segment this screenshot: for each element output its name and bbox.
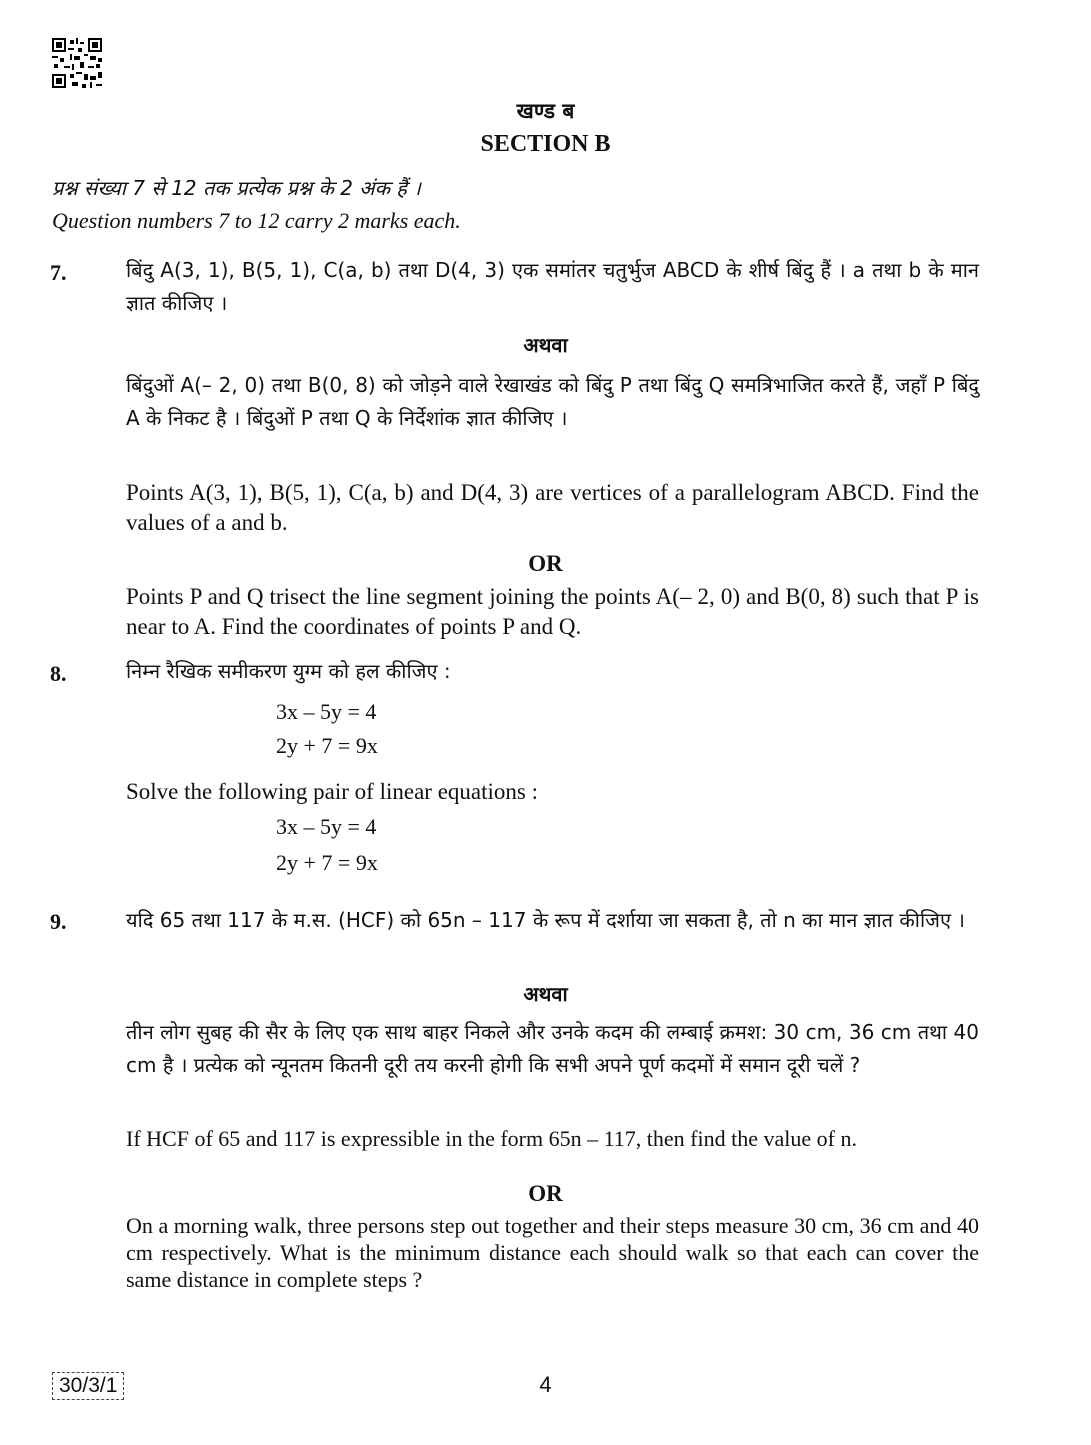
question-8-equation-4: 2y + 7 = 9x: [276, 850, 378, 875]
question-7-alt-english: Points P and Q trisect the line segment joining the points A(– 2, 0) and B(0, 8) such that P is near to A. Find the coordinates of points P and Q.: [126, 584, 979, 639]
question-9-or-english: OR: [528, 1181, 563, 1206]
question-9-or-hindi: अथवा: [523, 982, 568, 1006]
instruction-hindi: प्रश्न संख्या 7 से 12 तक प्रत्येक प्रश्न के 2 अंक हैं ।: [52, 176, 421, 200]
question-9-number: 9.: [50, 909, 67, 934]
question-7-english: Points A(3, 1), B(5, 1), C(a, b) and D(4, 3) are vertices of a parallelogram ABCD. Find the values of a and b.: [126, 480, 979, 535]
question-9-hindi: यदि 65 तथा 117 के म.स. (HCF) को 65n – 117 के रूप में दर्शाया जा सकता है, तो n का मान ज्ञात कीजिए ।: [126, 908, 965, 932]
question-9-english: If HCF of 65 and 117 is expressible in the form 65n – 117, then find the value of n.: [126, 1126, 857, 1151]
question-7-alt-hindi: बिंदुओं A(– 2, 0) तथा B(0, 8) को जोड़ने वाले रेखाखंड को बिंदु P तथा बिंदु Q समत्रिभाजित करते हैं, जहाँ P बिंदु A के निकट है । बिंदुओं P तथा Q के निर्देशांक ज्ञात कीजिए ।: [126, 373, 979, 430]
instruction-english: Question numbers 7 to 12 carry 2 marks each.: [52, 208, 461, 233]
question-8-equation-3: 3x – 5y = 4: [276, 814, 377, 839]
question-7-number: 7.: [50, 260, 67, 285]
question-8-number: 8.: [50, 661, 67, 686]
question-7-hindi: बिंदु A(3, 1), B(5, 1), C(a, b) तथा D(4, 3) एक समांतर चतुर्भुज ABCD के शीर्ष बिंदु हैं । a तथा b के मान ज्ञात कीजिए ।: [126, 258, 979, 315]
question-7-or-hindi: अथवा: [523, 333, 568, 357]
question-8-hindi: निम्न रैखिक समीकरण युग्म को हल कीजिए :: [126, 659, 451, 683]
question-9-alt-english: On a morning walk, three persons step out together and their steps measure 30 cm, 36 cm and 40 cm respectively. What is the minimum distance each should walk so that each can cover the same distance in complete steps ?: [126, 1213, 979, 1292]
question-7-or-english: OR: [528, 551, 563, 576]
page-number: 4: [539, 1372, 552, 1397]
section-title-hindi: खण्ड ब: [516, 99, 575, 123]
question-9-alt-hindi: तीन लोग सुबह की सैर के लिए एक साथ बाहर निकले और उनके कदम की लम्बाई क्रमश: 30 cm, 36 cm तथा 40 cm है । प्रत्येक को न्यूनतम कितनी दूरी तय करनी होगी कि सभी अपने पूर्ण कदमों में समान दूरी चलें ?: [126, 1020, 980, 1077]
section-title: SECTION B: [480, 131, 611, 157]
paper-code: 30/3/1: [52, 1372, 124, 1400]
question-8-equation-1: 3x – 5y = 4: [276, 699, 377, 724]
question-8-english: Solve the following pair of linear equations :: [126, 779, 538, 804]
qr-code: [52, 38, 102, 88]
question-8-equation-2: 2y + 7 = 9x: [276, 733, 378, 758]
